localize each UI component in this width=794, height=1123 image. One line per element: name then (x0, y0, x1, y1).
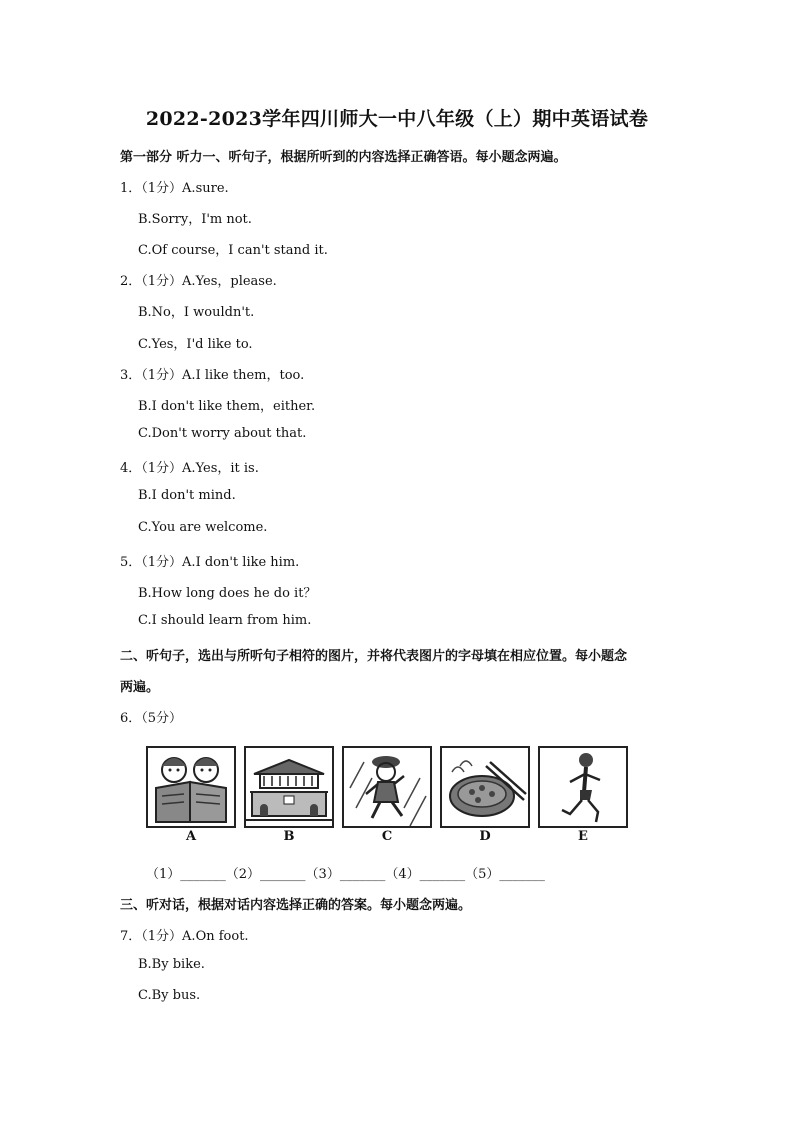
question-4-option-b: B.I don't mind. (138, 488, 236, 503)
question-3-option-c: C.Don't worry about that. (138, 426, 307, 441)
picture-b-letter: B (283, 829, 295, 844)
question-2-option-b: B.No，I wouldn't. (138, 305, 255, 320)
part2-heading-cont: 两遍。 (120, 680, 160, 695)
question-7-stem: 7．（1分）A.On foot. (120, 929, 249, 944)
kids-reading-icon (146, 746, 236, 828)
question-4-option-c: C.You are welcome. (138, 520, 268, 535)
question-2-stem: 2．（1分）A.Yes，please. (120, 274, 277, 289)
part3-heading: 三、听对话，根据对话内容选择正确的答案。每小题念两遍。 (120, 898, 472, 913)
question-2-option-c: C.Yes，I'd like to. (138, 337, 253, 352)
question-5-stem: 5．（1分）A.I don't like him. (120, 555, 300, 570)
answer-blanks: （1）_______（2）_______（3）_______（4）_______（5）_______ (146, 867, 545, 882)
question-3-stem: 3．（1分）A.I like them，too. (120, 368, 305, 383)
running-in-rain-icon (342, 746, 432, 828)
question-7-option-c: C.By bus. (138, 988, 201, 1003)
page-title: 2022-2023学年四川师大一中八年级（上）期中英语试卷 (145, 108, 649, 130)
question-3-option-b: B.I don't like them，either. (138, 399, 316, 414)
tiananmen-icon (244, 746, 334, 828)
picture-d-letter: D (479, 829, 491, 844)
picture-row (146, 746, 620, 846)
part2-heading: 二、听句子，选出与所听句子相符的图片，并将代表图片的字母填在相应位置。每小题念 (120, 649, 628, 664)
girl-running-icon (538, 746, 628, 828)
picture-e-letter: E (578, 829, 588, 844)
question-1-option-b: B.Sorry，I'm not. (138, 212, 252, 227)
question-1-option-c: C.Of course，I can't stand it. (138, 243, 328, 258)
picture-c-letter: C (381, 829, 393, 844)
picture-a-letter: A (185, 829, 197, 844)
question-6-stem: 6．（5分） (120, 711, 183, 726)
question-5-option-c: C.I should learn from him. (138, 613, 312, 628)
question-4-stem: 4．（1分）A.Yes，it is. (120, 461, 259, 476)
dumplings-plate-icon (440, 746, 530, 828)
question-7-option-b: B.By bike. (138, 957, 205, 972)
question-1-stem: 1．（1分）A.sure. (120, 181, 229, 196)
part1-heading: 第一部分 听力一、听句子，根据所听到的内容选择正确答语。每小题念两遍。 (120, 150, 567, 165)
question-5-option-b: B.How long does he do it？ (138, 586, 317, 601)
